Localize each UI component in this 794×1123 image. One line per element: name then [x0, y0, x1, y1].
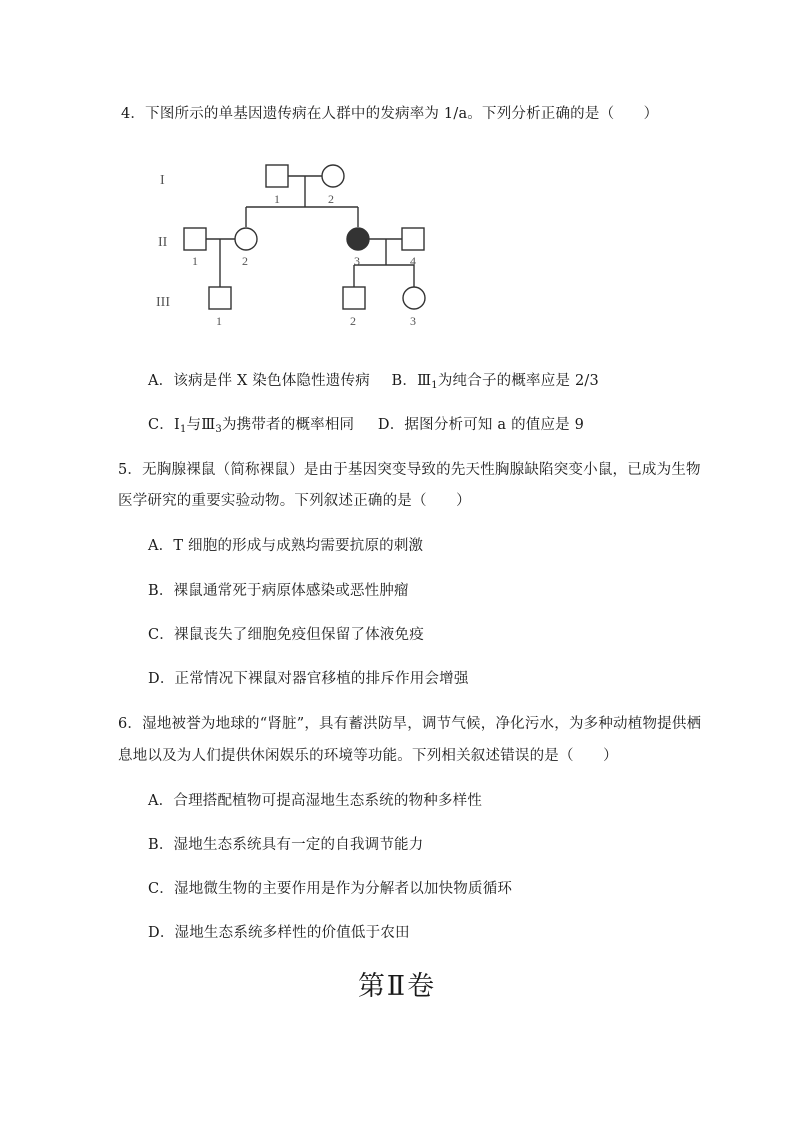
q6-option-b: B．湿地生态系统具有一定的自我调节能力	[148, 837, 424, 853]
pedigree-number-II1: 1	[192, 254, 198, 268]
pedigree-I2-female-normal	[322, 165, 344, 187]
section-title: 第Ⅱ卷	[357, 971, 437, 1002]
pedigree-II2-female-normal	[235, 228, 257, 250]
pedigree-number-III1: 1	[216, 314, 222, 328]
pedigree-number-II4: 4	[410, 254, 416, 268]
q6-option-d: D．湿地生态系统多样性的价值低于农田	[148, 925, 410, 941]
q4-stem: 4．下图所示的单基因遗传病在人群中的发病率为 1/a。下列分析正确的是（ ）	[121, 106, 659, 122]
q6-option-a: A．合理搭配植物可提高湿地生态系统的物种多样性	[148, 793, 483, 809]
pedigree-II3-female-affected	[347, 228, 369, 250]
pedigree-III1-male-normal	[209, 287, 231, 309]
q6-stem-line2: 息地以及为人们提供休闲娱乐的环境等功能。下列相关叙述错误的是（ ）	[118, 748, 618, 764]
q5-stem-line1: 5．无胸腺裸鼠（简称裸鼠）是由于基因突变导致的先天性胸腺缺陷突变小鼠，已成为生物	[118, 462, 701, 478]
pedigree-number-III3: 3	[410, 314, 416, 328]
pedigree-number-II3: 3	[354, 254, 360, 268]
q5-stem-line2: 医学研究的重要实验动物。下列叙述正确的是（ ）	[118, 493, 471, 509]
pedigree-II1-male-normal	[184, 228, 206, 250]
q4-option-a	[148, 369, 599, 391]
pedigree-number-I2: 2	[328, 192, 334, 206]
q4-option-a-text: A．该病是伴 X 染色体隐性遗传病	[148, 373, 370, 389]
q4-option-b: B．$Ⅲ_1$为纯合子的概率应是 2/3	[391, 373, 599, 391]
q4-option-d: D．据图分析可知 a 的值应是 9	[377, 417, 585, 433]
q5-option-d: D．正常情况下裸鼠对器官移植的排斥作用会增强	[148, 671, 469, 687]
q4-option-c: C．$Ⅰ_1$与$Ⅲ_3$为携带者的概率相同 D．据图分析可知 a 的值应是 9	[148, 417, 585, 435]
pedigree-number-I1: 1	[274, 192, 280, 206]
q5-option-c: C．裸鼠丧失了细胞免疫但保留了体液免疫	[148, 627, 424, 643]
q6-stem-line1: 6．湿地被誉为地球的“肾脏”，具有蓄洪防旱，调节气候，净化污水，为多种动植物提供栖	[118, 716, 702, 732]
q5-option-b: B．裸鼠通常死于病原体感染或恶性肿瘤	[148, 583, 409, 599]
q5-option-a: A．T 细胞的形成与成熟均需要抗原的刺激	[148, 538, 424, 554]
pedigree-I1-male-normal	[266, 165, 288, 187]
generation-label-II: II	[158, 235, 168, 250]
pedigree-number-III2: 2	[350, 314, 356, 328]
q6-option-c: C．湿地微生物的主要作用是作为分解者以加快物质循环	[148, 881, 513, 897]
pedigree-number-II2: 2	[242, 254, 248, 268]
pedigree-diagram	[150, 155, 450, 335]
generation-label-I: I	[160, 173, 165, 188]
pedigree-III2-male-normal	[343, 287, 365, 309]
pedigree-III3-female-normal	[403, 287, 425, 309]
generation-label-III: III	[156, 295, 170, 310]
pedigree-II4-male-normal	[402, 228, 424, 250]
